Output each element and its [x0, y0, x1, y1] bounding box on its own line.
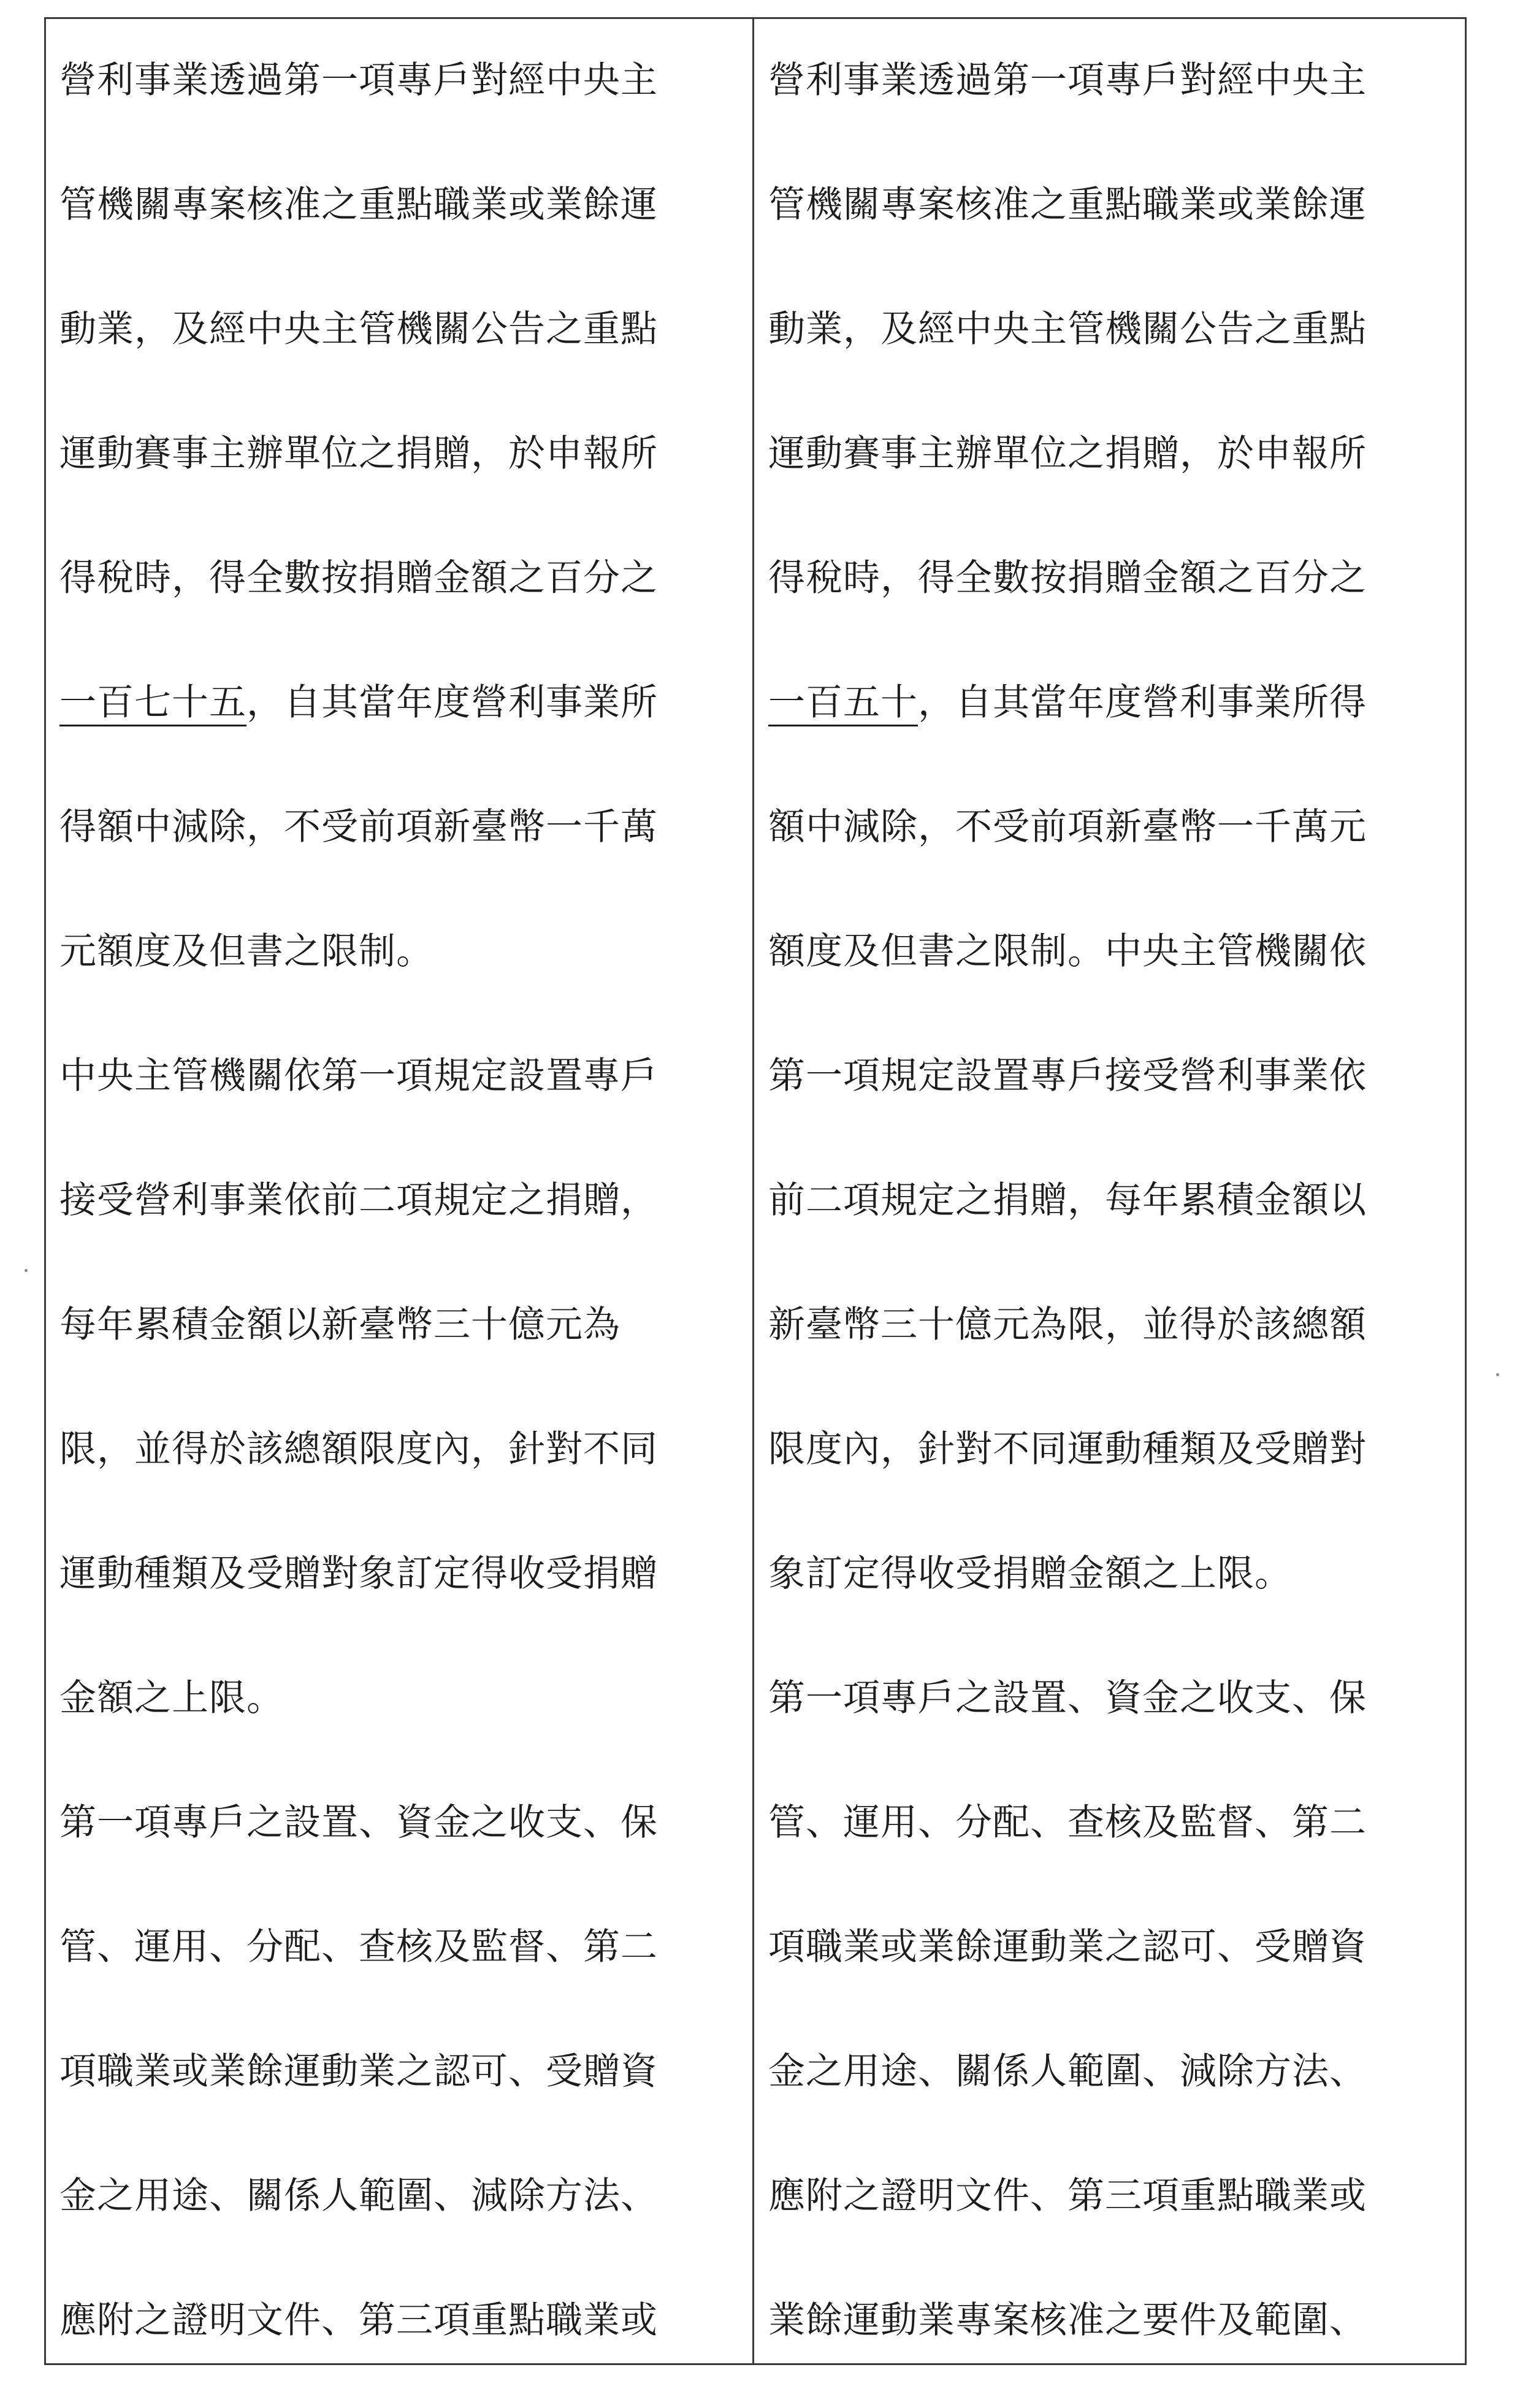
right-line-19: 業餘運動業專案核准之要件及範圍、 — [768, 2299, 1367, 2342]
right-line-6-rest: ，自其當年度營利事業所得 — [918, 681, 1367, 724]
left-line-12: 限，並得於該總額限度內，針對不同 — [59, 1428, 658, 1471]
right-line-7: 額中減除，不受前項新臺幣一千萬元 — [768, 806, 1367, 848]
right-line-8: 額度及但書之限制。中央主管機關依 — [768, 930, 1367, 973]
right-line-3: 動業，及經中央主管機關公告之重點 — [768, 308, 1367, 351]
column-divider — [752, 19, 754, 2363]
comparison-table — [44, 17, 1467, 2365]
left-line-16: 管、運用、分配、查核及監督、第二 — [59, 1926, 658, 1968]
left-line-15: 第一項專戶之設置、資金之收支、保 — [59, 1801, 658, 1844]
right-line-2: 管機關專案核准之重點職業或業餘運 — [768, 183, 1367, 226]
left-line-19: 應附之證明文件、第三項重點職業或 — [59, 2299, 658, 2342]
left-line-5: 得稅時，得全數按捐贈金額之百分之 — [59, 557, 658, 600]
left-line-7: 得額中減除，不受前項新臺幣一千萬 — [59, 806, 658, 848]
left-line-9: 中央主管機關依第一項規定設置專戶 — [59, 1054, 658, 1097]
right-line-17: 金之用途、關係人範圍、減除方法、 — [768, 2050, 1367, 2093]
left-line-11: 每年累積金額以新臺幣三十億元為 — [59, 1303, 621, 1346]
left-line-6 — [59, 666, 740, 790]
left-line-8: 元額度及但書之限制。 — [59, 930, 433, 973]
left-line-4: 運動賽事主辦單位之捐贈，於申報所 — [59, 432, 658, 475]
left-line-1: 營利事業透過第一項專戶對經中央主 — [59, 59, 658, 102]
left-line-14: 金額之上限。 — [59, 1677, 284, 1720]
right-line-6 — [768, 666, 1455, 790]
left-line-18: 金之用途、關係人範圍、減除方法、 — [59, 2174, 658, 2217]
scan-speck — [1496, 1373, 1499, 1376]
right-line-14: 第一項專戶之設置、資金之收支、保 — [768, 1677, 1367, 1720]
right-line-4: 運動賽事主辦單位之捐贈，於申報所 — [768, 432, 1367, 475]
right-line-16: 項職業或業餘運動業之認可、受贈資 — [768, 1926, 1367, 1968]
scan-speck — [25, 1269, 28, 1272]
right-line-13: 象訂定得收受捐贈金額之上限。 — [768, 1552, 1292, 1595]
left-line-17: 項職業或業餘運動業之認可、受贈資 — [59, 2050, 658, 2093]
left-line-6-rest: ，自其當年度營利事業所 — [246, 681, 658, 724]
right-line-9: 第一項規定設置專戶接受營利事業依 — [768, 1054, 1367, 1097]
left-line-2: 管機關專案核准之重點職業或業餘運 — [59, 183, 658, 226]
right-line-5: 得稅時，得全數按捐贈金額之百分之 — [768, 557, 1367, 600]
right-line-10: 前二項規定之捐贈，每年累積金額以 — [768, 1179, 1367, 1222]
right-line-15: 管、運用、分配、查核及監督、第二 — [768, 1801, 1367, 1844]
left-column — [59, 44, 740, 2408]
right-column — [768, 44, 1455, 2408]
right-line-1: 營利事業透過第一項專戶對經中央主 — [768, 59, 1367, 102]
left-line-10: 接受營利事業依前二項規定之捐贈， — [59, 1179, 658, 1222]
right-line-11: 新臺幣三十億元為限，並得於該總額 — [768, 1303, 1367, 1346]
left-line-3: 動業，及經中央主管機關公告之重點 — [59, 308, 658, 351]
right-original-percentage: 一百五十 — [768, 681, 918, 724]
right-line-12: 限度內，針對不同運動種類及受贈對 — [768, 1428, 1367, 1471]
right-line-18: 應附之證明文件、第三項重點職業或 — [768, 2174, 1367, 2217]
left-line-13: 運動種類及受贈對象訂定得收受捐贈 — [59, 1552, 658, 1595]
left-amended-percentage: 一百七十五 — [59, 681, 246, 724]
